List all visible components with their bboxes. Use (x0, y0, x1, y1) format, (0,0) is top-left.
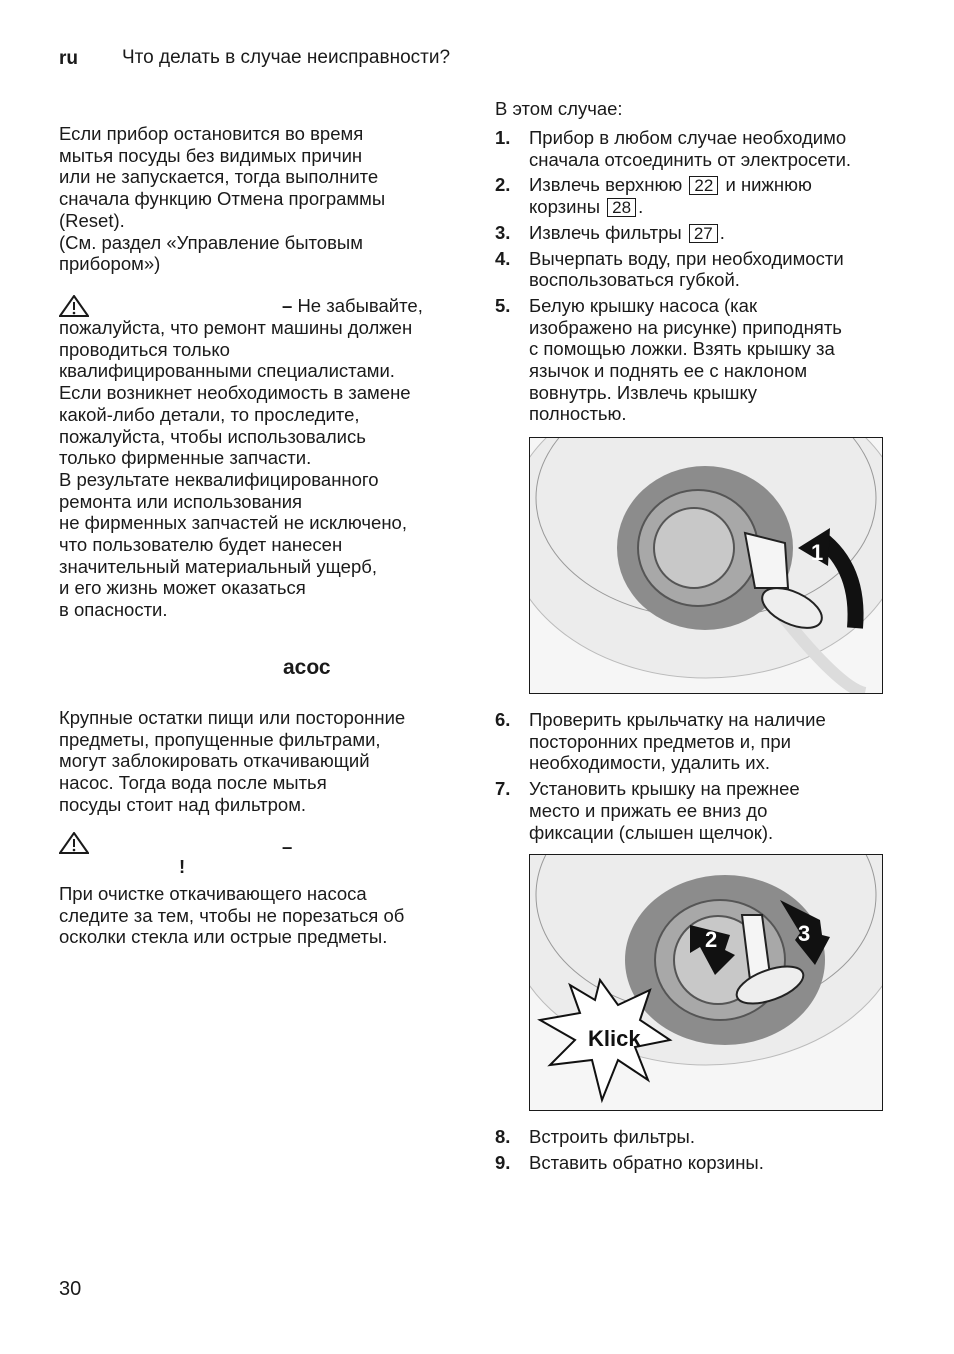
step-text: Встроить фильтры. (529, 1126, 695, 1147)
warning-triangle-icon (59, 832, 89, 854)
language-code: ru (59, 48, 78, 69)
step-number: 4. (495, 247, 511, 269)
warning-dash: – (282, 295, 293, 316)
list-item (495, 778, 915, 843)
warning-dash: – (282, 836, 293, 857)
reset-instruction-text: Если прибор остановится во время мытья посуды без видимых причин или не запускается, тогда выполните сначала функцию Отмена программы (Reset). (См. раздел «Управление бытовым прибором») (59, 123, 386, 275)
step-text: Вычерпать воду, при необходимости воспользоваться губкой. (529, 247, 844, 291)
warning-exclamation: ! (179, 856, 186, 877)
step-number: 5. (495, 294, 511, 316)
reference-box: 22 (689, 176, 718, 195)
warning-first-line: Не забывайте, (297, 295, 423, 316)
step-text: Извлечь верхнюю 22 и нижнюю корзины 28 . (529, 174, 812, 218)
pump-cover-install-figure (529, 854, 883, 1111)
page-header-title: Что делать в случае неисправности? (122, 47, 451, 68)
step-label-3: 3 (798, 921, 811, 946)
warning-repair-text: пожалуйста, что ремонт машины должен проводиться только квалифицированными специалистами. Если возникнет необходимость в замене какой-либо детали, то проследите, пожалуйста, чтобы использовались только фирменные запчасти. В результате неквалифицированного ремонта или использования не фирменных запчастей не исключено, что пользователю будет нанесен значительный материальный ущерб, и его жизнь может оказаться в опасности. (59, 317, 413, 621)
warning-block-injury (59, 832, 459, 856)
reference-box: 28 (607, 198, 636, 217)
pump-cover-removal-figure (529, 437, 883, 694)
step-text: Извлечь фильтры 27 . (529, 221, 725, 243)
list-item (495, 1152, 915, 1174)
step-number: 6. (495, 709, 511, 730)
pump-blockage-text: Крупные остатки пищи или посторонние предметы, пропущенные фильтрами, могут заблокировать откачивающий насос. Тогда вода после мытья посуды стоит над фильтром. (59, 707, 406, 815)
list-item (495, 222, 915, 244)
page-number: 30 (59, 1278, 82, 1300)
intro-text: В этом случае: (495, 98, 623, 119)
step-number: 1. (495, 127, 511, 148)
step-label-1: 1 (811, 540, 824, 565)
list-item (495, 295, 915, 425)
list-item (495, 174, 915, 217)
list-item (495, 127, 915, 170)
klick-label: Klick (588, 1026, 641, 1051)
step-number: 3. (495, 221, 511, 243)
reference-box: 27 (689, 224, 718, 243)
step-text: Белую крышку насоса (как изображено на рисунке) приподнять с помощью ложки. Взять крышку за язычок и поднять ее с наклоном вовнутрь. Извлечь крышку полностью. (529, 294, 842, 425)
steps-list-b (495, 709, 915, 847)
step-label-2: 2 (705, 927, 718, 952)
step-text: Установить крышку на прежнее место и прижать ее вниз до фиксации (слышен щелчок). (529, 778, 800, 843)
step-number: 2. (495, 174, 511, 196)
list-item (495, 709, 915, 774)
step-number: 9. (495, 1151, 511, 1173)
step-text: Вставить обратно корзины. (529, 1151, 764, 1173)
list-item (495, 1126, 915, 1148)
steps-list-c (495, 1126, 915, 1177)
step-text: Проверить крыльчатку на наличие посторонних предметов и, при необходимости, удалить их. (529, 709, 826, 774)
step-number: 7. (495, 778, 511, 800)
warning-block-repair (59, 295, 459, 319)
step-number: 8. (495, 1126, 511, 1147)
section-heading-pump: асос (283, 656, 331, 679)
warning-triangle-icon (59, 295, 89, 317)
steps-list-a (495, 127, 915, 429)
step-text: Прибор в любом случае необходимо сначала отсоединить от электросети. (529, 127, 852, 170)
warning-injury-text: При очистке откачивающего насоса следите за тем, чтобы не порезаться об осколки стекла или острые предметы. (59, 883, 405, 948)
list-item (495, 248, 915, 291)
